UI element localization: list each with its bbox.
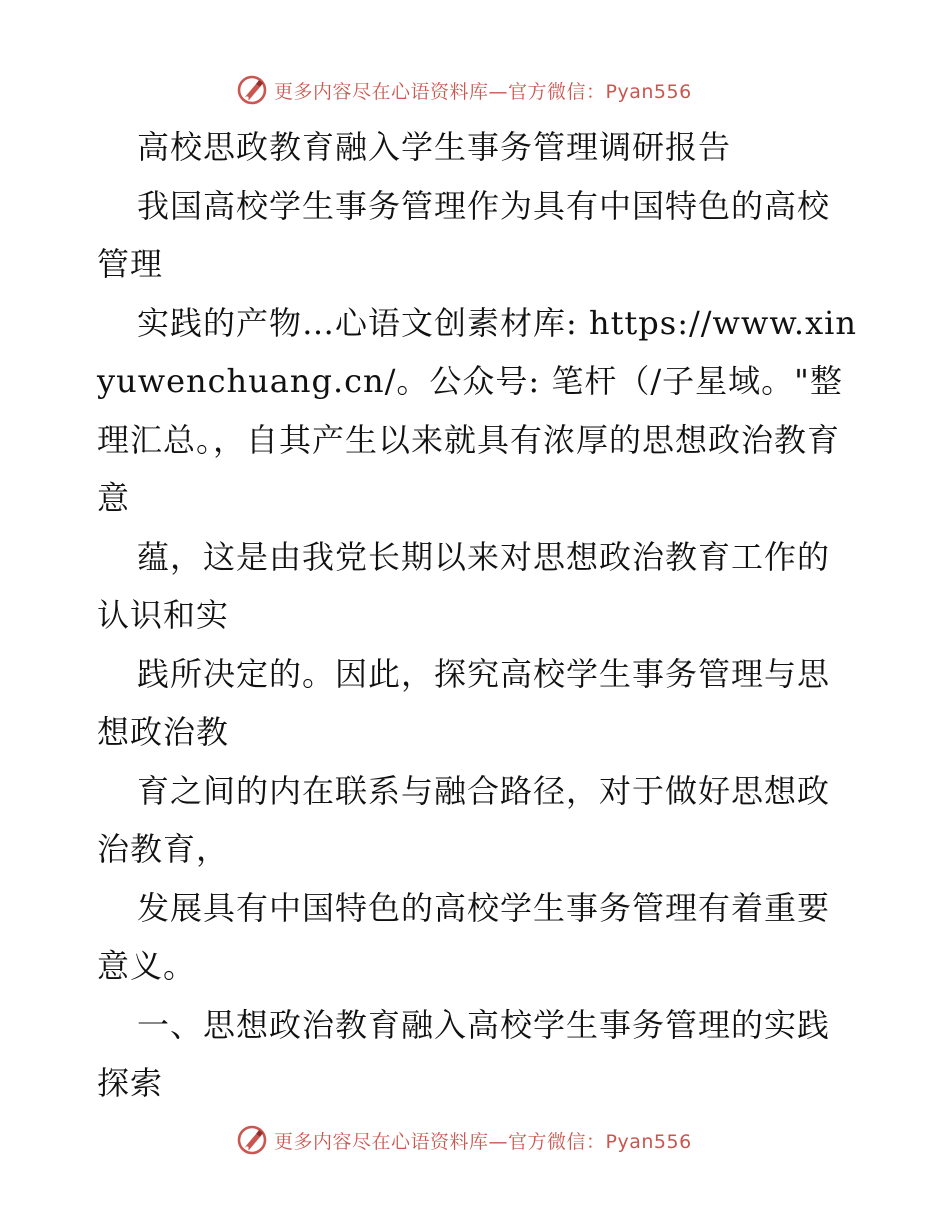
paragraph: 践所决定的。因此，探究高校学生事务管理与思想政治教 (97, 654, 831, 751)
document-body (97, 118, 857, 1113)
paragraph: 我国高校学生事务管理作为具有中国特色的高校管理 (97, 186, 831, 283)
header-watermark (236, 72, 692, 108)
paragraph: 育之间的内在联系与融合路径，对于做好思想政治教育， (97, 771, 831, 868)
watermark-text: 更多内容尽在心语资料库—官方微信：Pyan556 (274, 1130, 692, 1153)
document-title: 高校思政教育融入学生事务管理调研报告 (137, 128, 732, 166)
paragraph: 实践的产物…心语文创素材库: https://www.xinyuwenchuang.cn/。公众号: 笔杆（/子星域。"整理汇总。，自其产生以来就具有浓厚的思想政治教育意 (97, 303, 857, 517)
paragraph: 蕴，这是由我党长期以来对思想政治教育工作的认识和实 (97, 537, 831, 634)
footer-watermark (236, 1122, 692, 1158)
pen-logo-icon (236, 1124, 268, 1156)
paragraph: 发展具有中国特色的高校学生事务管理有着重要意义。 (97, 888, 831, 985)
section-heading: 一、思想政治教育融入高校学生事务管理的实践探索 (97, 1005, 831, 1102)
watermark-text: 更多内容尽在心语资料库—官方微信：Pyan556 (274, 80, 692, 103)
pen-logo-icon (236, 74, 268, 106)
